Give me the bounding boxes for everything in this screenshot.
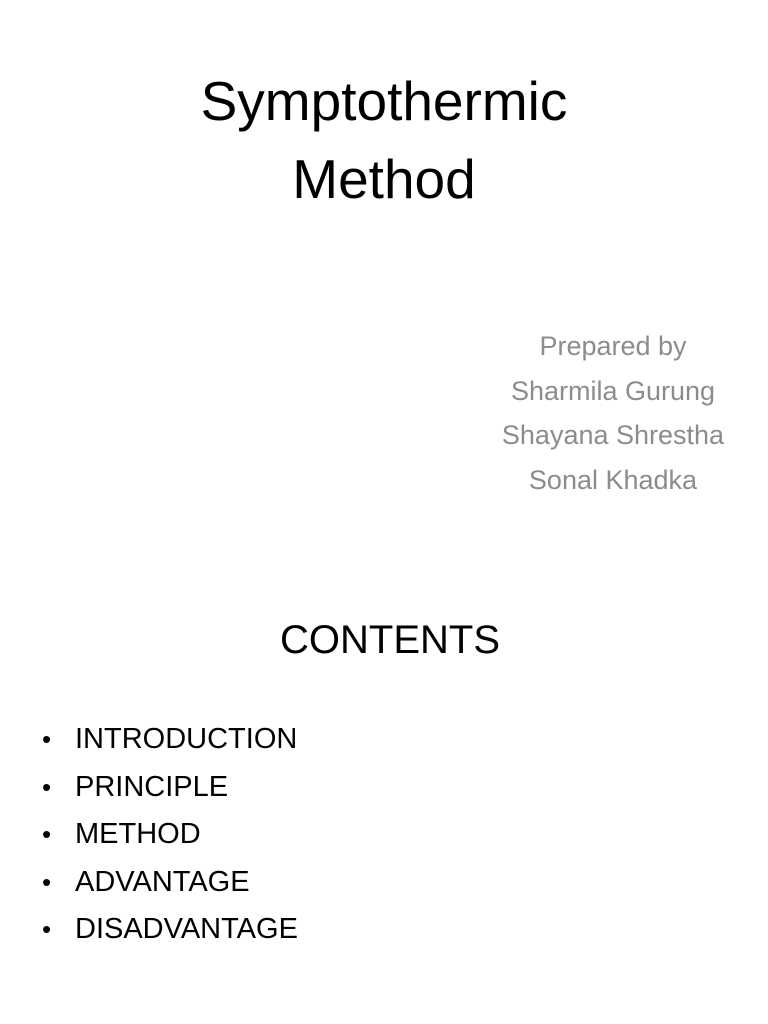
- title-line-1: Symptothermic: [200, 70, 568, 132]
- list-item: [42, 811, 298, 859]
- list-item-label: METHOD: [75, 818, 201, 850]
- list-item-label: DISADVANTAGE: [75, 913, 298, 945]
- author-name: Sharmila Gurung: [510, 375, 716, 406]
- list-item-label: ADVANTAGE: [75, 865, 250, 898]
- prepared-by-label: Prepared by: [539, 331, 687, 361]
- bullet-icon: •: [42, 866, 52, 897]
- bullet-icon: •: [42, 724, 52, 754]
- list-item-label: INTRODUCTION: [75, 723, 298, 755]
- contents-slide: [0, 512, 768, 1024]
- list-item: [42, 859, 298, 907]
- author-name: Shayana Shrestha: [501, 420, 725, 450]
- bullet-icon: •: [42, 819, 52, 849]
- author-block: [460, 324, 766, 502]
- list-item: [42, 716, 298, 764]
- bullet-icon: •: [42, 771, 52, 802]
- list-item: [42, 764, 298, 812]
- contents-list: [42, 716, 298, 954]
- list-item: [42, 906, 298, 954]
- slide-title: [0, 62, 768, 218]
- bullet-icon: •: [42, 914, 52, 944]
- contents-heading: CONTENTS: [280, 618, 500, 662]
- list-item-label: PRINCIPLE: [75, 770, 229, 803]
- title-line-2: Method: [292, 148, 476, 210]
- author-name: Sonal Khadka: [528, 464, 698, 495]
